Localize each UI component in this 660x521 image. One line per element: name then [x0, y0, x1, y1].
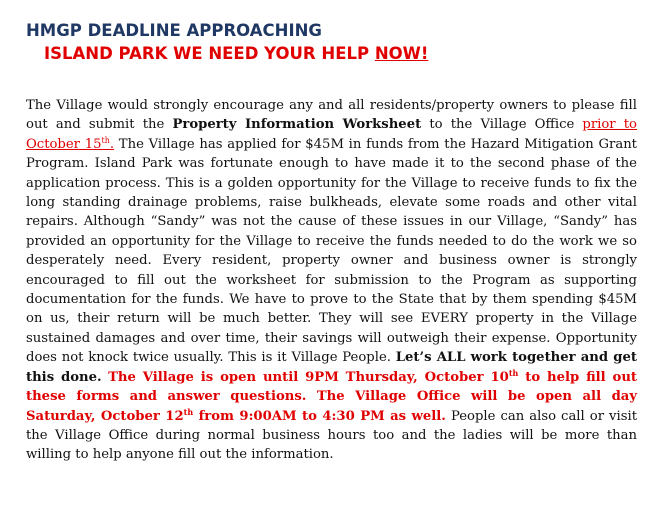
intro-text: The Village would strongly encourage any and all residents/property owners to please fill out and submit the	[26, 98, 637, 133]
saturday-hours: to help fill out these forms and answer questions. The Village Office will be open all day Saturday, October 12	[26, 369, 638, 424]
page-title	[26, 20, 322, 42]
page-subtitle	[44, 43, 428, 65]
call-to-action: Let’s ALL work together and get this done.	[26, 350, 638, 385]
main-text: The Village has applied for $45M in funds from the Hazard Mitigation Grant Program. Island Park was fortunate enough to have made it to the second phase of the application process. This is a golden opportunity for the Village to receive funds to fix the long standing drainage problems, raise bulkheads, elevate some roads and other vital repairs. Although “Sandy” was not the cause of these issues in our Village, “Sandy” has provided an opportunity for the Village to receive the funds needed to do the work we so desperately need. Every resident, property owner and business owner is strongly encouraged to fill out the worksheet for submission to the Program as supporting documentation for the funds. We have to prove to the State that by them spending $45M on us, their return will be much better. They will see EVERY property in the Village sustained damages and over time, their savings will outweigh their expense. Opportunity does not knock twice usually. This is it Village People.	[26, 136, 637, 366]
subtitle-text: ISLAND PARK WE NEED YOUR HELP	[44, 44, 375, 63]
subtitle-now: NOW!	[374, 44, 429, 63]
deadline-period: .	[109, 136, 115, 152]
submit-text: to the Village Office	[421, 117, 583, 133]
deadline-date-text: prior to October 15	[26, 117, 638, 152]
saturday-times: from 9:00AM to 4:30 PM as well.	[193, 408, 446, 424]
worksheet-name: Property Information Worksheet	[172, 117, 422, 133]
saturday-ordinal: th	[183, 406, 194, 417]
deadline-ordinal: th	[101, 135, 110, 145]
thursday-ordinal: th	[508, 367, 519, 378]
body-paragraph	[26, 96, 637, 465]
closing-text: People can also call or visit the Village Office during normal business hours too and the ladies will be more than willing to help anyone fill out the information.	[26, 408, 637, 463]
title-text: HMGP DEADLINE APPROACHING	[26, 21, 322, 40]
thursday-hours: The Village is open until 9PM Thursday, October 10	[108, 369, 509, 385]
